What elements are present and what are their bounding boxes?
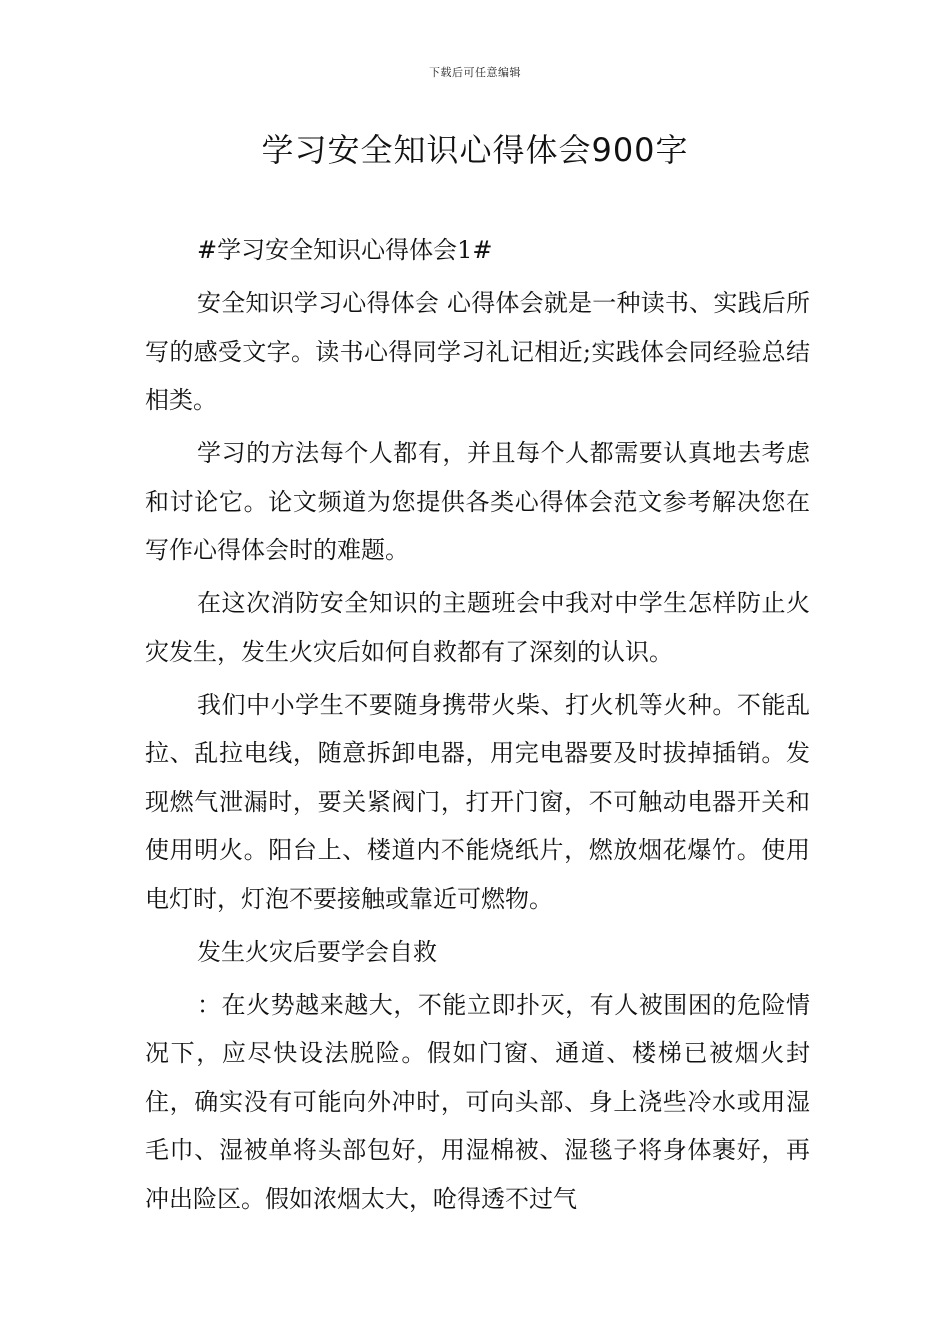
paragraph: 学习的方法每个人都有，并且每个人都需要认真地去考虑和讨论它。论文频道为您提供各类心得体会范文参考解决您在写作心得体会时的难题。	[145, 439, 810, 564]
paragraph: 在这次消防安全知识的主题班会中我对中学生怎样防止火灾发生，发生火灾后如何自救都有了深刻的认识。	[145, 589, 810, 666]
paragraph: 我们中小学生不要随身携带火柴、打火机等火种。不能乱拉、乱拉电线，随意拆卸电器，用完电器要及时拔掉插销。发现燃气泄漏时，要关紧阀门，打开门窗，不可触动电器开关和使用明火。阳台上、楼道内不能烧纸片，燃放烟花爆竹。使用电灯时，灯泡不要接触或靠近可燃物。	[145, 690, 810, 913]
paragraph: ：在火势越来越大，不能立即扑灭，有人被围困的危险情况下，应尽快设法脱险。假如门窗、通道、楼梯已被烟火封住，确实没有可能向外冲时，可向头部、身上浇些冷水或用湿毛巾、湿被单将头部包好，用湿棉被、湿毯子将身体裹好，再冲出险区。假如浓烟太大，呛得透不过气	[145, 990, 810, 1213]
document-title: 学习安全知识心得体会900字	[261, 131, 689, 169]
paragraph: 发生火灾后要学会自救	[197, 937, 437, 966]
header-note: 下载后可任意编辑	[429, 66, 521, 79]
document-body	[145, 226, 810, 1228]
section-heading: #学习安全知识心得体会1#	[197, 236, 493, 264]
paragraph: 安全知识学习心得体会 心得体会就是一种读书、实践后所写的感受文字。读书心得同学习礼记相近;实践体会同经验总结相类。	[145, 289, 810, 414]
